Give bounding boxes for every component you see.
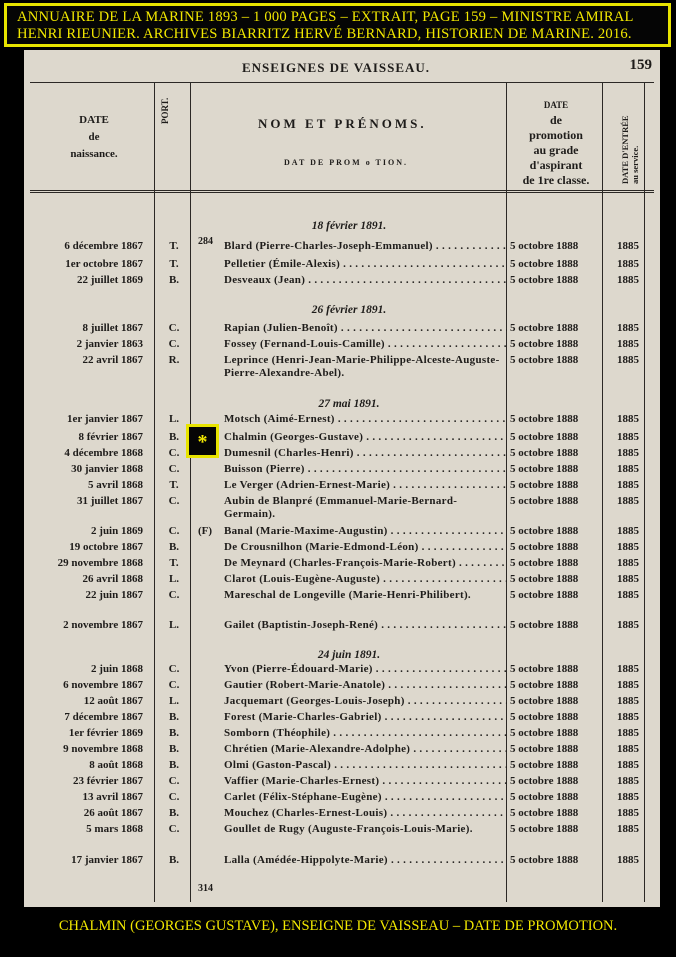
birth-date: 5 mars 1868	[86, 823, 143, 835]
officer-name: De Meynard (Charles-François-Marie-Robert) . . .	[224, 557, 507, 569]
rank-marker: 314	[198, 883, 213, 894]
promotion-date: 5 octobre 1888	[510, 711, 579, 723]
table-row	[24, 463, 660, 479]
officer-name: Buisson (Pierre) . . .	[224, 463, 507, 475]
promotion-date: 5 octobre 1888	[510, 663, 579, 675]
officer-name: Aubin de Blanpré (Emmanuel-Marie-Bernard-Germain).	[224, 495, 458, 520]
section-date: 26 février 1891.	[311, 304, 387, 316]
service-year: 1885	[617, 727, 639, 739]
service-year: 1885	[617, 413, 639, 425]
service-year: 1885	[617, 807, 639, 819]
birth-date: 6 décembre 1867	[64, 240, 143, 252]
table-row	[24, 413, 660, 429]
promotion-date: 5 octobre 1888	[510, 338, 579, 350]
officer-name: Dumesnil (Charles-Henri) . . .	[224, 447, 507, 459]
header-dat-promotion: DAT DE PROM o TION.	[284, 158, 409, 167]
table-row	[24, 775, 660, 791]
officer-name: Banal (Marie-Maxime-Augustin) . . .	[224, 525, 507, 537]
running-head: ENSEIGNES DE VAISSEAU.	[242, 60, 431, 75]
scanned-page	[24, 50, 660, 907]
officer-name: Chalmin (Georges-Gustave) . . .	[224, 431, 507, 443]
officer-name: Pelletier (Émile-Alexis) . . .	[224, 258, 507, 270]
header-bottom-rule	[30, 190, 654, 191]
promotion-date: 5 octobre 1888	[510, 525, 579, 537]
birth-date: 22 juin 1867	[85, 589, 143, 601]
birth-date: 8 février 1867	[78, 431, 143, 443]
header-double-rule	[30, 192, 654, 193]
table-row	[24, 447, 660, 463]
port-code: B.	[168, 274, 180, 286]
table-row	[24, 541, 660, 557]
service-year: 1885	[617, 743, 639, 755]
port-code: L.	[168, 413, 180, 425]
birth-date: 7 décembre 1867	[64, 711, 143, 723]
highlight-marker: *	[186, 424, 219, 458]
officer-name: Vaffier (Marie-Charles-Ernest) . . .	[224, 775, 507, 787]
table-row	[24, 274, 660, 290]
port-code: C.	[168, 322, 180, 334]
service-year: 1885	[617, 711, 639, 723]
service-year: 1885	[617, 541, 639, 553]
port-code: B.	[168, 807, 180, 819]
port-code: T.	[169, 240, 179, 252]
birth-date: 19 octobre 1867	[69, 541, 143, 553]
officer-name: Jacquemart (Georges-Louis-Joseph) . . .	[224, 695, 507, 707]
table-row	[24, 431, 660, 447]
service-year: 1885	[617, 338, 639, 350]
officer-name: Goullet de Rugy (Auguste-François-Louis-Marie).	[224, 823, 473, 835]
officer-name: Clarot (Louis-Eugène-Auguste) . . .	[224, 573, 507, 585]
table-row	[24, 679, 660, 695]
port-code: R.	[168, 354, 180, 366]
service-year: 1885	[617, 322, 639, 334]
header-birth: DATE de naissance.	[70, 114, 118, 160]
banner-line-2: HENRI RIEUNIER. ARCHIVES BIARRITZ HERVÉ BERNARD, HISTORIEN DE MARINE. 2016.	[17, 26, 632, 42]
promotion-date: 5 octobre 1888	[510, 495, 579, 507]
promotion-date: 5 octobre 1888	[510, 775, 579, 787]
birth-date: 2 janvier 1863	[76, 338, 143, 350]
table-row	[24, 619, 660, 635]
promotion-date: 5 octobre 1888	[510, 274, 579, 286]
officer-name: Desveaux (Jean) . . .	[224, 274, 507, 286]
port-code: T.	[169, 557, 179, 569]
table-row	[24, 240, 660, 256]
officer-name: Mareschal de Longeville (Marie-Henri-Philibert).	[224, 589, 471, 601]
birth-date: 2 juin 1869	[91, 525, 143, 537]
promotion-date: 5 octobre 1888	[510, 823, 579, 835]
officer-name: Blard (Pierre-Charles-Joseph-Emmanuel) . . .	[224, 240, 507, 252]
header-top-rule	[30, 82, 654, 83]
service-year: 1885	[617, 695, 639, 707]
header-name: NOM ET PRÉNOMS.	[258, 116, 427, 131]
promotion-date: 5 octobre 1888	[510, 541, 579, 553]
service-year: 1885	[617, 663, 639, 675]
promotion-date: 5 octobre 1888	[510, 258, 579, 270]
service-year: 1885	[617, 823, 639, 835]
promotion-date: 5 octobre 1888	[510, 573, 579, 585]
promotion-date: 5 octobre 1888	[510, 679, 579, 691]
table-row	[24, 354, 660, 382]
birth-date: 30 janvier 1868	[71, 463, 143, 475]
port-code: T.	[169, 479, 179, 491]
promotion-date: 5 octobre 1888	[510, 463, 579, 475]
service-year: 1885	[617, 431, 639, 443]
officer-name: Gailet (Baptistin-Joseph-René) . . .	[224, 619, 507, 631]
port-code: C.	[168, 447, 180, 459]
table-row	[24, 854, 660, 870]
flag-mark: (F)	[198, 525, 213, 537]
birth-date: 26 août 1867	[83, 807, 143, 819]
port-code: B.	[168, 759, 180, 771]
birth-date: 31 juillet 1867	[77, 495, 143, 507]
birth-date: 23 février 1867	[72, 775, 143, 787]
officer-name: Forest (Marie-Charles-Gabriel) . . .	[224, 711, 507, 723]
service-year: 1885	[617, 759, 639, 771]
port-code: B.	[168, 743, 180, 755]
table-row	[24, 711, 660, 727]
section-date: 18 février 1891.	[311, 220, 387, 232]
officer-name: Yvon (Pierre-Édouard-Marie) . . .	[224, 663, 507, 675]
table-row	[24, 479, 660, 495]
service-year: 1885	[617, 854, 639, 866]
header-port: PORT.	[160, 97, 170, 124]
header-grade: DATE de promotion au grade d'aspirant de 1re classe.	[522, 100, 590, 187]
table-row	[24, 495, 660, 523]
table-row	[24, 573, 660, 589]
promotion-date: 5 octobre 1888	[510, 240, 579, 252]
promotion-date: 5 octobre 1888	[510, 807, 579, 819]
table-row	[24, 525, 660, 541]
table-row	[24, 695, 660, 711]
page-number: 159	[629, 57, 652, 73]
table-row	[24, 258, 660, 274]
service-year: 1885	[617, 791, 639, 803]
birth-date: 17 janvier 1867	[71, 854, 143, 866]
birth-date: 26 avril 1868	[82, 573, 143, 585]
officer-name: Lalla (Amédée-Hippolyte-Marie) . . .	[224, 854, 507, 866]
table-row	[24, 338, 660, 354]
section-date: 27 mai 1891.	[318, 398, 380, 410]
port-code: C.	[168, 495, 180, 507]
officer-name: Fossey (Fernand-Louis-Camille) . . .	[224, 338, 507, 350]
birth-date: 13 avril 1867	[82, 791, 143, 803]
promotion-date: 5 octobre 1888	[510, 743, 579, 755]
service-year: 1885	[617, 679, 639, 691]
port-code: C.	[168, 791, 180, 803]
promotion-date: 5 octobre 1888	[510, 759, 579, 771]
service-year: 1885	[617, 240, 639, 252]
birth-date: 9 novembre 1868	[63, 743, 143, 755]
birth-date: 22 juillet 1869	[77, 274, 143, 286]
service-year: 1885	[617, 479, 639, 491]
table-row	[24, 589, 660, 617]
service-year: 1885	[617, 775, 639, 787]
service-year: 1885	[617, 447, 639, 459]
port-code: B.	[168, 541, 180, 553]
promotion-date: 5 octobre 1888	[510, 479, 579, 491]
promotion-date: 5 octobre 1888	[510, 791, 579, 803]
officer-name: De Crousnilhon (Marie-Edmond-Léon) . . .	[224, 541, 507, 553]
promotion-date: 5 octobre 1888	[510, 413, 579, 425]
port-code: C.	[168, 525, 180, 537]
service-year: 1885	[617, 274, 639, 286]
port-code: C.	[168, 823, 180, 835]
birth-date: 8 août 1868	[89, 759, 143, 771]
table-row	[24, 823, 660, 851]
officer-name: Mouchez (Charles-Ernest-Louis) . . .	[224, 807, 507, 819]
bottom-caption: CHALMIN (GEORGES GUSTAVE), ENSEIGNE DE VAISSEAU – DATE DE PROMOTION.	[58, 918, 618, 934]
port-code: B.	[168, 711, 180, 723]
officer-name: Rapian (Julien-Benoît) . . .	[224, 322, 507, 334]
header-service: DATE D'ENTRÉE au service.	[620, 115, 640, 184]
promotion-date: 5 octobre 1888	[510, 557, 579, 569]
table-row	[24, 743, 660, 759]
table-row	[24, 663, 660, 679]
officer-name: Olmi (Gaston-Pascal) . . .	[224, 759, 507, 771]
officer-name: Somborn (Théophile) . . .	[224, 727, 507, 739]
promotion-date: 5 octobre 1888	[510, 354, 579, 366]
table-row	[24, 807, 660, 823]
birth-date: 8 juillet 1867	[82, 322, 143, 334]
service-year: 1885	[617, 463, 639, 475]
birth-date: 4 décembre 1868	[64, 447, 143, 459]
birth-date: 5 avril 1868	[88, 479, 143, 491]
promotion-date: 5 octobre 1888	[510, 589, 579, 601]
officer-name: Gautier (Robert-Marie-Anatole) . . .	[224, 679, 507, 691]
port-code: C.	[168, 589, 180, 601]
port-code: L.	[168, 573, 180, 585]
port-code: B.	[168, 854, 180, 866]
section-date: 24 juin 1891.	[317, 649, 381, 661]
officer-name: Carlet (Félix-Stéphane-Eugène) . . .	[224, 791, 507, 803]
service-year: 1885	[617, 354, 639, 366]
birth-date: 12 août 1867	[83, 695, 143, 707]
promotion-date: 5 octobre 1888	[510, 727, 579, 739]
port-code: C.	[168, 663, 180, 675]
port-code: C.	[168, 679, 180, 691]
birth-date: 22 avril 1867	[82, 354, 143, 366]
table-row	[24, 727, 660, 743]
birth-date: 2 novembre 1867	[63, 619, 143, 631]
officer-name: Chrétien (Marie-Alexandre-Adolphe) . . .	[224, 743, 507, 755]
service-year: 1885	[617, 495, 639, 507]
table-row	[24, 557, 660, 573]
birth-date: 1er janvier 1867	[67, 413, 143, 425]
officer-name: Le Verger (Adrien-Ernest-Marie) . . .	[224, 479, 507, 491]
port-code: C.	[168, 463, 180, 475]
port-code: C.	[168, 338, 180, 350]
port-code: T.	[169, 258, 179, 270]
service-year: 1885	[617, 573, 639, 585]
promotion-date: 5 octobre 1888	[510, 854, 579, 866]
table-row	[24, 791, 660, 807]
table-row	[24, 759, 660, 775]
port-code: B.	[168, 431, 180, 443]
table-row	[24, 322, 660, 338]
service-year: 1885	[617, 589, 639, 601]
promotion-date: 5 octobre 1888	[510, 619, 579, 631]
service-year: 1885	[617, 557, 639, 569]
banner-line-1: ANNUAIRE DE LA MARINE 1893 – 1 000 PAGES – EXTRAIT, PAGE 159 – MINISTRE AMIRAL	[17, 9, 634, 25]
rank-marker: 284	[198, 236, 213, 247]
promotion-date: 5 octobre 1888	[510, 431, 579, 443]
birth-date: 6 novembre 1867	[63, 679, 143, 691]
officer-name: Leprince (Henri-Jean-Marie-Philippe-Alceste-Auguste-Pierre-Alexandre-Abel).	[224, 354, 500, 379]
service-year: 1885	[617, 619, 639, 631]
promotion-date: 5 octobre 1888	[510, 322, 579, 334]
officer-name: Motsch (Aimé-Ernest) . . .	[224, 413, 507, 425]
port-code: C.	[168, 775, 180, 787]
port-code: L.	[168, 619, 180, 631]
service-year: 1885	[617, 525, 639, 537]
birth-date: 29 novembre 1868	[57, 557, 143, 569]
promotion-date: 5 octobre 1888	[510, 447, 579, 459]
service-year: 1885	[617, 258, 639, 270]
promotion-date: 5 octobre 1888	[510, 695, 579, 707]
birth-date: 1er février 1869	[68, 727, 143, 739]
birth-date: 2 juin 1868	[91, 663, 143, 675]
top-banner	[4, 3, 671, 47]
port-code: L.	[168, 695, 180, 707]
port-code: B.	[168, 727, 180, 739]
birth-date: 1er octobre 1867	[65, 258, 143, 270]
